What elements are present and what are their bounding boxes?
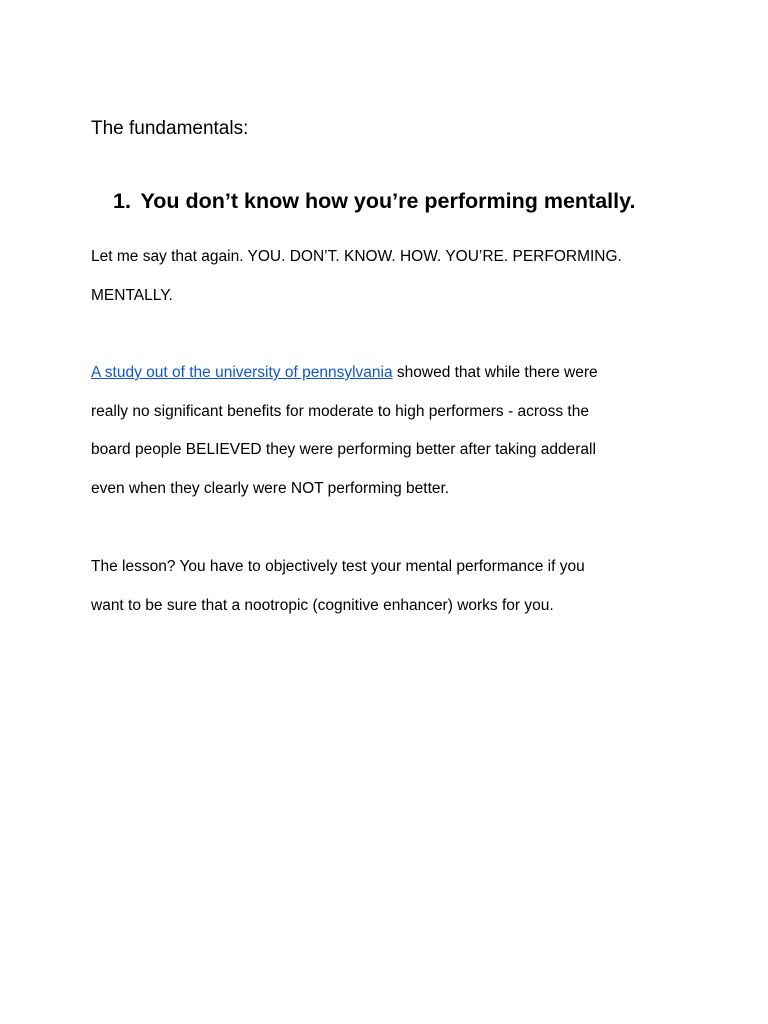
study-link[interactable]: A study out of the university of pennsylvania xyxy=(91,364,393,381)
heading-text: You don’t know how you’re performing mentally. xyxy=(140,189,636,213)
section-heading xyxy=(113,186,635,216)
paragraph-line: The lesson? You have to objectively test your mental performance if you xyxy=(91,558,585,575)
heading-number: 1. xyxy=(113,189,131,213)
paragraph-line: board people BELIEVED they were performing better after taking adderall xyxy=(91,441,596,458)
paragraph-line: Let me say that again. YOU. DON’T. KNOW. HOW. YOU’RE. PERFORMING. xyxy=(91,248,622,265)
intro-text: The fundamentals: xyxy=(91,118,249,139)
paragraph-line: MENTALLY. xyxy=(91,286,173,304)
paragraph-line: want to be sure that a nootropic (cognitive enhancer) works for you. xyxy=(91,596,554,614)
paragraph-line xyxy=(91,354,691,393)
paragraph-line: really no significant benefits for moderate to high performers - across the xyxy=(91,402,589,420)
paragraph-study xyxy=(91,354,691,508)
paragraph-repeat xyxy=(91,238,691,315)
paragraph-lesson xyxy=(91,548,691,625)
paragraph-line-rest: showed that while there were xyxy=(392,364,598,381)
paragraph-line: even when they clearly were NOT performing better. xyxy=(91,479,450,497)
